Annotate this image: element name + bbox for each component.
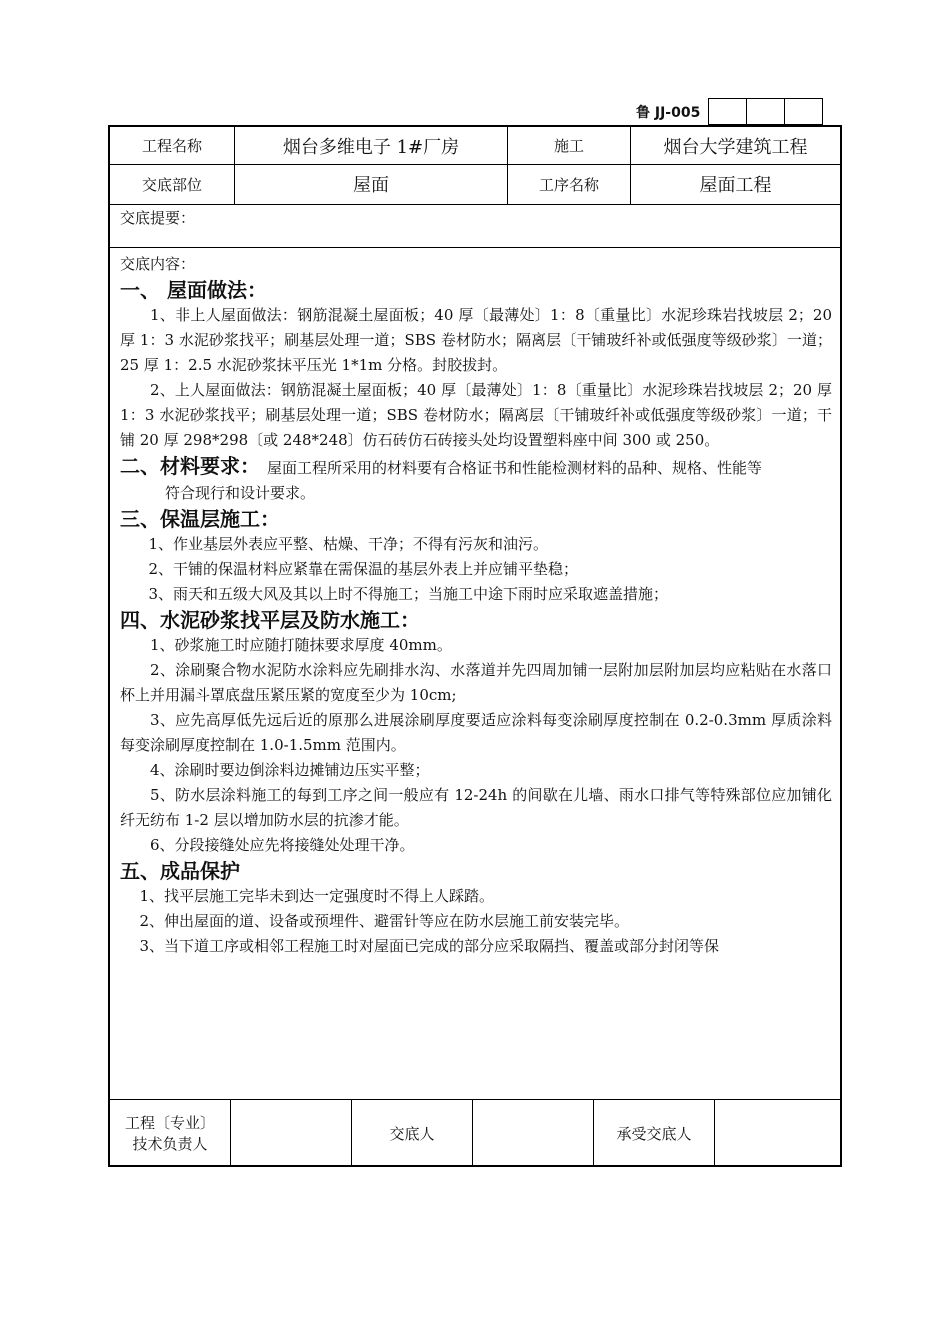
tech-lead-label-line1: 工程〔专业〕 [124, 1114, 215, 1132]
code-box [747, 98, 785, 125]
section-1-title: 一、 屋面做法： [120, 278, 267, 302]
construction-label: 施工 [508, 127, 631, 164]
section-2-text: 屋面工程所采用的材料要有合格证书和性能检测材料的品种、规格、性能等 [266, 459, 762, 477]
section-3-item: 1、作业基层外表应平整、枯燥、干净；不得有污灰和油污。 [148, 535, 549, 553]
section-4-item: 2、涂刷聚合物水泥防水涂料应先刷排水沟、水落道并先四周加铺一层附加层附加层均应粘贴在水落口杯上并用漏斗罩底盘压紧压紧的宽度至少为 10cm; [120, 661, 832, 704]
header-row-2 [110, 164, 840, 205]
content-area [120, 252, 832, 959]
form-code: 鲁 JJ-005 [636, 104, 701, 121]
code-box [708, 98, 747, 125]
receiver-label: 承受交底人 [594, 1100, 715, 1166]
section-2-title: 二、材料要求： [120, 454, 260, 478]
content-label: 交底内容： [120, 255, 196, 273]
section-4-item: 5、防水层涂料施工的每到工序之间一般应有 12-24h 的间歇在儿墙、雨水口排气等特殊部位应加铺化纤无纺布 1-2 层以增加防水层的抗渗才能。 [120, 786, 832, 829]
section-3-item: 3、雨天和五级大风及其以上时不得施工；当施工中途下雨时应采取遮盖措施； [148, 585, 669, 603]
receiver-signature[interactable] [715, 1100, 840, 1166]
tech-lead-signature[interactable] [231, 1100, 352, 1166]
construction-value: 烟台大学建筑工程 [663, 136, 808, 158]
section-5-title: 五、成品保护 [120, 859, 240, 883]
section-3-item: 2、干铺的保温材料应紧靠在需保温的基层外表上并应铺平垫稳； [148, 560, 579, 578]
section-5-item: 3、当下道工序或相邻工程施工时对屋面已完成的部分应采取隔挡、覆盖或部分封闭等保 [139, 937, 720, 955]
section-5-item: 1、找平层施工完毕未到达一定强度时不得上人踩踏。 [139, 887, 495, 905]
section-1-item: 2、上人屋面做法：钢筋混凝土屋面板；40 厚〔最薄处〕1：8〔重量比〕水泥珍珠岩找坡层 2；20 厚 1：3 水泥砂浆找平；刷基层处理一道；SBS 卷材防水；隔离层〔干铺玻纤补或低强度等级砂浆〕一道；干铺 20 厚 298*298〔或 248*248〕仿石砖仿石砖接头处均设置塑料座中间 300 或 250。 [120, 381, 832, 449]
header-row-1 [110, 127, 840, 165]
section-4-item: 1、砂浆施工时应随打随抹要求厚度 40mm。 [150, 636, 452, 654]
disclosure-form [108, 125, 842, 1167]
section-4-title: 四、水泥砂浆找平层及防水施工： [120, 608, 420, 632]
location-value: 屋面 [235, 164, 508, 204]
section-4-item: 4、涂刷时要边倒涂料边摊铺边压实平整； [150, 761, 430, 779]
discloser-signature[interactable] [473, 1100, 594, 1166]
section-5-item: 2、伸出屋面的道、设备或预埋件、避雷针等应在防水层施工前安装完毕。 [139, 912, 630, 930]
tech-lead-label-line2: 技术负责人 [132, 1135, 208, 1153]
process-label: 工序名称 [508, 164, 631, 204]
project-name-label: 工程名称 [110, 127, 235, 164]
discloser-label: 交底人 [352, 1100, 473, 1166]
section-3-title: 三、保温层施工： [120, 507, 280, 531]
section-2-heading [120, 453, 832, 481]
summary-label: 交底提要： [120, 209, 196, 227]
summary-area [110, 204, 840, 248]
process-value: 屋面工程 [699, 175, 772, 196]
tech-lead-label [110, 1100, 231, 1166]
project-name-value: 烟台多维电子 1#厂房 [235, 127, 508, 164]
section-1-item: 1、非上人屋面做法：钢筋混凝土屋面板；40 厚〔最薄处〕1：8〔重量比〕水泥珍珠岩找坡层 2；20 厚 1：3 水泥砂浆找平；刷基层处理一道；SBS 卷材防水；隔离层〔干铺玻纤补或低强度等级砂浆〕一道；25 厚 1：2.5 水泥砂浆抹平压光 1*1m 分格。封胶拔封。 [120, 306, 832, 374]
form-code-row [636, 98, 823, 125]
section-4-item: 3、应先高厚低先远后近的原那么进展涂刷厚度要适应涂料每变涂刷厚度控制在 0.2-0.3mm 厚质涂料每变涂刷厚度控制在 1.0-1.5mm 范围内。 [120, 711, 832, 754]
section-2-text-cont: 符合现行和设计要求。 [165, 484, 316, 502]
signature-row [110, 1099, 840, 1166]
code-box [785, 98, 823, 125]
section-4-item: 6、分段接缝处应先将接缝处处理干净。 [150, 836, 415, 854]
location-label: 交底部位 [110, 164, 235, 204]
